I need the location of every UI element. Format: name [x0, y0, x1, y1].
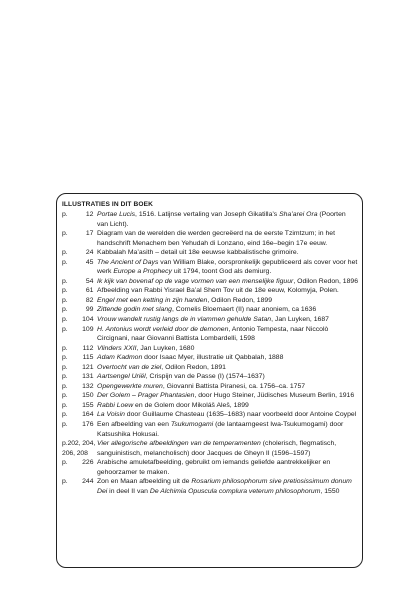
- page-prefix: p.: [62, 296, 68, 304]
- entry-description: [97, 344, 358, 354]
- illustration-entry: [62, 477, 358, 496]
- page-number: 99: [85, 306, 94, 314]
- illustration-entry: [62, 363, 358, 373]
- illustration-entry: [62, 286, 358, 296]
- illustration-entry: [62, 372, 358, 382]
- illustration-entry: [62, 344, 358, 354]
- page-prefix: p.: [62, 421, 68, 429]
- page-number: 164: [82, 411, 94, 419]
- entry-text: in deel II van: [107, 487, 150, 495]
- entry-title-italic: Zittende godin met slang: [97, 306, 172, 314]
- entry-title-italic: Vier allegorische afbeeldingen van de temperamenten: [97, 440, 261, 448]
- page-prefix: p.: [62, 382, 68, 390]
- page-prefix: p.: [62, 478, 68, 486]
- entry-text: , door Hugo Steiner, Jüdisches Museum Berlin, 1916: [194, 392, 355, 400]
- entry-description: [97, 401, 358, 411]
- page-prefix: p.: [62, 277, 68, 285]
- page-prefix: p.: [62, 287, 68, 295]
- illustration-entry: [62, 420, 358, 439]
- entry-title-italic: De Alchimia Opuscula complura veterum philosophorum: [149, 487, 321, 495]
- entry-title-italic: Tsukumogami: [170, 421, 214, 429]
- illustration-entry: [62, 401, 358, 411]
- entry-description: [97, 258, 358, 277]
- page-prefix: p.: [62, 373, 68, 381]
- entry-text: (cholerisch, flegmatisch, sanguinistisch, melancholisch) door Jacques de Gheyn II (1596–1597): [97, 440, 337, 457]
- illustration-entry: [62, 325, 358, 344]
- illustration-entry: [62, 305, 358, 315]
- entry-title-italic: Ik kijk van bovenaf op de vage vormen van een menselijke figuur: [97, 277, 294, 285]
- entry-description: [97, 296, 358, 306]
- page-prefix: p.: [62, 306, 68, 314]
- entry-text: , Antonio Tempesta, naar Niccolò Circignani, naar Giovanni Battista Lombardelli, 1598: [97, 325, 329, 343]
- entry-title-italic: Sha’arei Ora: [279, 211, 318, 218]
- page-number: 12: [85, 211, 94, 218]
- entry-title-italic: Overtocht van de ziel: [97, 363, 162, 371]
- page-number: 54: [85, 277, 94, 285]
- entry-text: Zon en Maan afbeelding uit de: [97, 478, 192, 486]
- illustration-entry: [62, 210, 358, 229]
- illustration-entry: [62, 458, 358, 477]
- entry-text: Afbeelding van Rabbi Yisrael Ba’al Shem Tov uit de 18e eeuw, Kolomyja, Polen.: [97, 287, 339, 295]
- entry-text: , 1550: [320, 487, 340, 495]
- page-number: 61: [85, 287, 94, 295]
- entry-description: [97, 229, 358, 248]
- entry-text: en de Golem door Mikoláš Aleš, 1899: [133, 401, 249, 409]
- entry-title-italic: Aartsengel Uriël: [97, 373, 146, 381]
- entry-text: , Odilon Redon, 1896: [293, 277, 358, 285]
- illustrations-box: [56, 193, 363, 568]
- entry-description: [97, 286, 358, 296]
- entry-description: [97, 315, 358, 325]
- entry-text: (de lantaarngeest Iwa-Tsukumogami) door Katsushika Hokusai.: [97, 421, 344, 438]
- page-prefix: p.: [62, 401, 68, 409]
- entry-text: Arabische amuletafbeelding, gebruikt om iemands geliefde aantrekkelijker en gehoorzamer te maken.: [97, 459, 331, 476]
- page-number: 109: [82, 325, 94, 333]
- page-number: 104: [82, 316, 94, 324]
- page-prefix: p.: [62, 411, 68, 419]
- entry-text: , Odilon Redon, 1899: [207, 296, 273, 304]
- entry-description: [97, 248, 358, 258]
- entry-title-italic: La Voisin: [97, 411, 125, 419]
- illustration-entry: [62, 382, 358, 392]
- page-number: 132: [82, 382, 94, 390]
- entry-text: , Crispijn van de Passe (I) (1574–1637): [145, 373, 265, 381]
- page-number: 17: [85, 230, 94, 238]
- illustration-entry: [62, 296, 358, 306]
- page-number: 176: [82, 421, 94, 429]
- entry-text: Een afbeelding van een: [97, 421, 171, 429]
- entry-text: , 1516. Latijnse vertaling van Joseph Gikatilla’s: [135, 211, 280, 218]
- page-number: 82: [85, 296, 94, 304]
- page-number: 112: [82, 344, 94, 352]
- page-prefix: p.: [62, 344, 68, 352]
- entry-title-italic: H. Antonius wordt verleid door de demonen: [97, 325, 229, 333]
- entry-title-italic: Der Golem – Prager Phantasien: [97, 392, 195, 400]
- entry-text: Kabbalah Ma’asith – detail uit 18e eeuwse kabbalistische grimoire.: [97, 249, 299, 257]
- entry-description: [97, 353, 358, 363]
- page-prefix: p.: [62, 459, 68, 467]
- entry-title-italic: Rabbi Loew: [97, 401, 134, 409]
- entry-description: [97, 363, 358, 373]
- illustration-entry: [62, 315, 358, 325]
- entry-text: van William Blake, oorspronkelijk gepubliceerd als cover voor het werk: [97, 258, 358, 276]
- entry-description: [97, 210, 358, 229]
- entry-text: uit 1794, toont God als demiurg.: [171, 268, 272, 276]
- entry-description: [97, 477, 358, 496]
- page-number: 45: [85, 258, 94, 266]
- entry-description: [97, 391, 358, 401]
- entry-text: , Jan Luyken, 1687: [271, 316, 329, 324]
- page-number: 115: [82, 354, 94, 362]
- entry-title-italic: Opengewerkte muren: [97, 382, 163, 390]
- illustration-entry: [62, 277, 358, 287]
- page-prefix: p.: [62, 249, 68, 257]
- page-number: 131: [82, 373, 94, 381]
- illustration-entry: [62, 258, 358, 277]
- entry-title-italic: Europe a Prophecy: [113, 268, 172, 276]
- page-number: 150: [82, 392, 94, 400]
- entry-title-italic: Adam Kadmon: [97, 354, 143, 362]
- page-prefix: p.: [62, 211, 68, 218]
- entry-description: [97, 410, 358, 420]
- illustration-list: [62, 210, 358, 496]
- entry-text: , Giovanni Battista Piranesi, ca. 1756–ca. 1757: [162, 382, 306, 390]
- entry-description: [97, 305, 358, 315]
- page-number: 155: [82, 401, 94, 409]
- page-number: 226: [82, 459, 94, 467]
- entry-description: [97, 458, 358, 477]
- page-prefix: p.: [62, 392, 68, 400]
- entry-description: [97, 372, 358, 382]
- entry-text: Diagram van de werelden die werden gecreëerd na de eerste Tzimtzum; in het handschrift Menachem ben Yehudah di Lonzano, eind 16e–begin 17e eeuw.: [97, 230, 336, 247]
- page-number: p.202, 204, 206, 208: [62, 440, 96, 457]
- page-number: 244: [82, 478, 94, 486]
- entry-description: [97, 277, 358, 287]
- entry-text: door Isaac Myer, illustratie uit Qabbalah, 1888: [142, 354, 284, 362]
- entry-title-italic: Rosarium philosophorum sive pretiosissimum donum Dei: [97, 478, 352, 495]
- illustration-entry: [62, 229, 358, 248]
- entry-title-italic: Portae Lucis: [97, 211, 136, 218]
- entry-title-italic: Vlinders XXII: [97, 344, 137, 352]
- illustration-entry: [62, 439, 358, 458]
- entry-text: , Jan Luyken, 1680: [136, 344, 195, 352]
- box-heading: ILLUSTRATIES IN DIT BOEK: [62, 201, 153, 208]
- page-prefix: p.: [62, 316, 68, 324]
- illustration-entry: [62, 248, 358, 258]
- page-number: 121: [82, 363, 94, 371]
- page-prefix: p.: [62, 363, 68, 371]
- page-prefix: p.: [62, 258, 68, 266]
- entry-title-italic: The Ancient of Days: [97, 258, 159, 266]
- entry-text: , Cornelis Bloemaert (II) naar anoniem, ca 1636: [171, 306, 317, 314]
- entry-title-italic: Engel met een ketting in zijn handen: [97, 296, 208, 304]
- illustration-entry: [62, 391, 358, 401]
- page-prefix: p.: [62, 230, 68, 238]
- page-prefix: p.: [62, 354, 68, 362]
- page-number: 24: [85, 249, 94, 257]
- entry-title-italic: Vrouw wandelt rustig langs de in vlammen gehulde Satan: [97, 316, 272, 324]
- page-prefix: p.: [62, 325, 68, 333]
- illustration-entry: [62, 353, 358, 363]
- entry-text: , Odilon Redon, 1891: [161, 363, 226, 371]
- entry-text: (Poorten van Licht).: [97, 211, 346, 228]
- entry-description: [97, 325, 358, 344]
- entry-text: door Guillaume Chasteau (1635–1683) naar voorbeeld door Antoine Coypel: [124, 411, 357, 419]
- entry-description: [97, 382, 358, 392]
- entry-description: [97, 439, 358, 458]
- illustration-entry: [62, 410, 358, 420]
- entry-description: [97, 420, 358, 439]
